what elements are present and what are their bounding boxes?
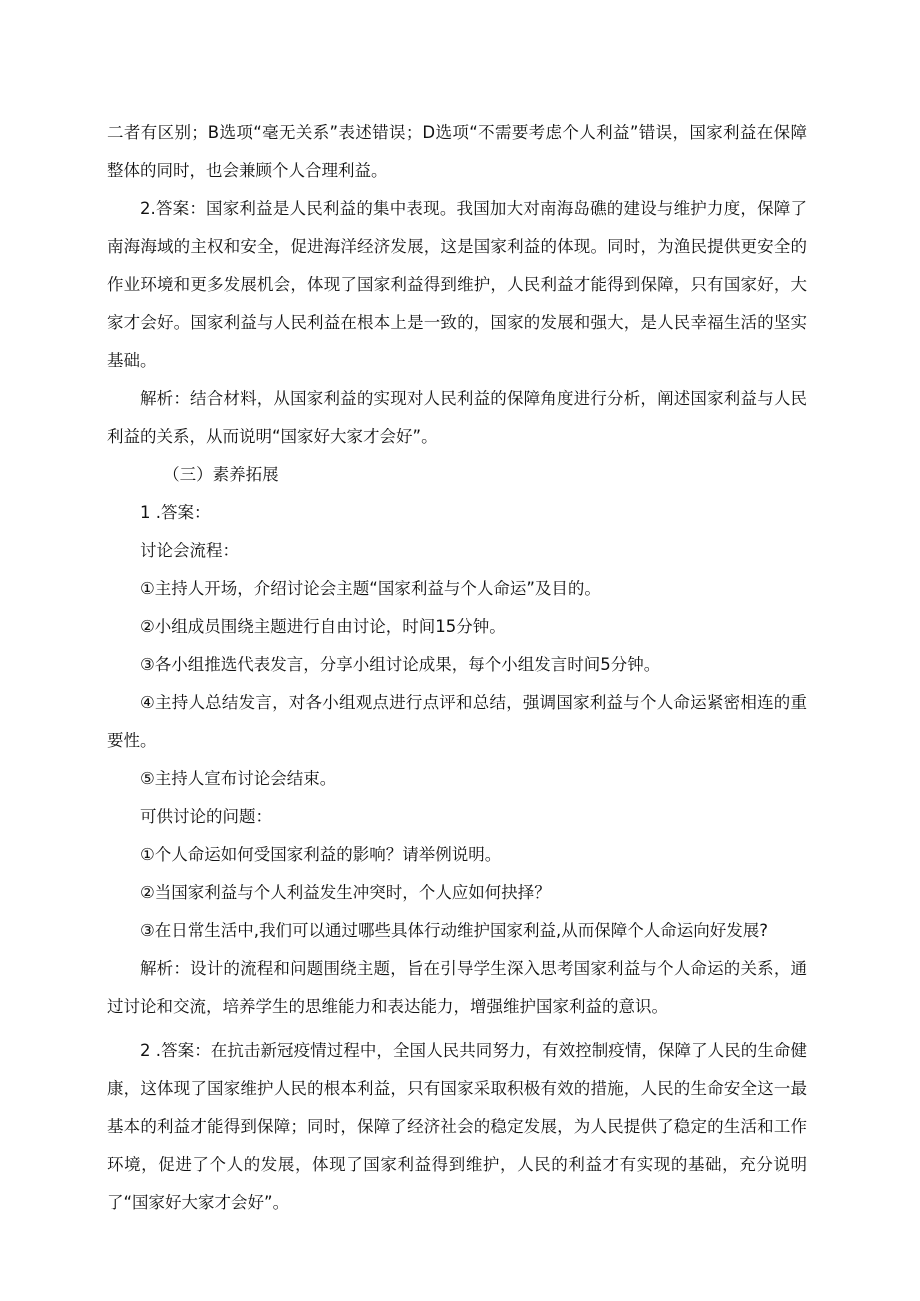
- flow-step-2: ②小组成员围绕主题进行自由讨论，时间15分钟。: [140, 617, 506, 636]
- document-body: [107, 114, 807, 1222]
- answer-2-covid-paragraph: 2 .答案：在抗击新冠疫情过程中，全国人民共同努力，有效控制疫情，保障了人民的生命健康，这体现了国家维护人民的根本利益，只有国家采取积极有效的措施，人民的生命安全这一最基本的利益才能得到保障；同时，保障了经济社会的稳定发展，为人民提供了稳定的生活和工作环境，促进了个人的发展，体现了国家利益得到维护，人民的利益才有实现的基础，充分说明了“国家好大家才会好”。: [107, 1041, 807, 1212]
- answer-2-paragraph: 2.答案：国家利益是人民利益的集中表现。我国加大对南海岛礁的建设与维护力度，保障了南海海域的主权和安全，促进海洋经济发展，这是国家利益的体现。同时，为渔民提供更安全的作业环境和更多发展机会，体现了国家利益得到维护，人民利益才能得到保障，只有国家好，大家才会好。国家利益与人民利益在根本上是一致的，国家的发展和强大，是人民幸福生活的坚实基础。: [107, 199, 807, 370]
- question-2: ②当国家利益与个人利益发生冲突时，个人应如何抉择？: [140, 883, 551, 902]
- question-3: ③在日常生活中,我们可以通过哪些具体行动维护国家利益,从而保障个人命运向好发展?: [140, 921, 769, 940]
- question-1: ①个人命运如何受国家利益的影响？请举例说明。: [140, 845, 502, 864]
- flow-step-3: ③各小组推选代表发言，分享小组讨论成果，每个小组发言时间5分钟。: [140, 655, 661, 674]
- flow-step-1: ①主持人开场，介绍讨论会主题“国家利益与个人命运”及目的。: [140, 579, 601, 598]
- questions-heading: 可供讨论的问题：: [140, 807, 272, 826]
- discussion-flow-heading: 讨论会流程：: [140, 541, 239, 560]
- answer-continuation-paragraph: 二者有区别；B选项“毫无关系”表述错误；D选项“不需要考虑个人利益”错误，国家利益在保障整体的同时，也会兼顾个人合理利益。: [107, 123, 807, 180]
- flow-step-4: ④主持人总结发言，对各小组观点进行点评和总结，强调国家利益与个人命运紧密相连的重要性。: [107, 693, 807, 750]
- analysis-1-paragraph: 解析：设计的流程和问题围绕主题，旨在引导学生深入思考国家利益与个人命运的关系，通过讨论和交流，培养学生的思维能力和表达能力，增强维护国家利益的意识。: [107, 959, 807, 1016]
- answer-1-label: 1 .答案：: [140, 503, 211, 522]
- section-heading: （三）素养拓展: [163, 465, 279, 484]
- flow-step-5: ⑤主持人宣布讨论会结束。: [140, 769, 337, 788]
- analysis-2-paragraph: 解析：结合材料，从国家利益的实现对人民利益的保障角度进行分析，阐述国家利益与人民利益的关系，从而说明“国家好大家才会好”。: [107, 389, 807, 446]
